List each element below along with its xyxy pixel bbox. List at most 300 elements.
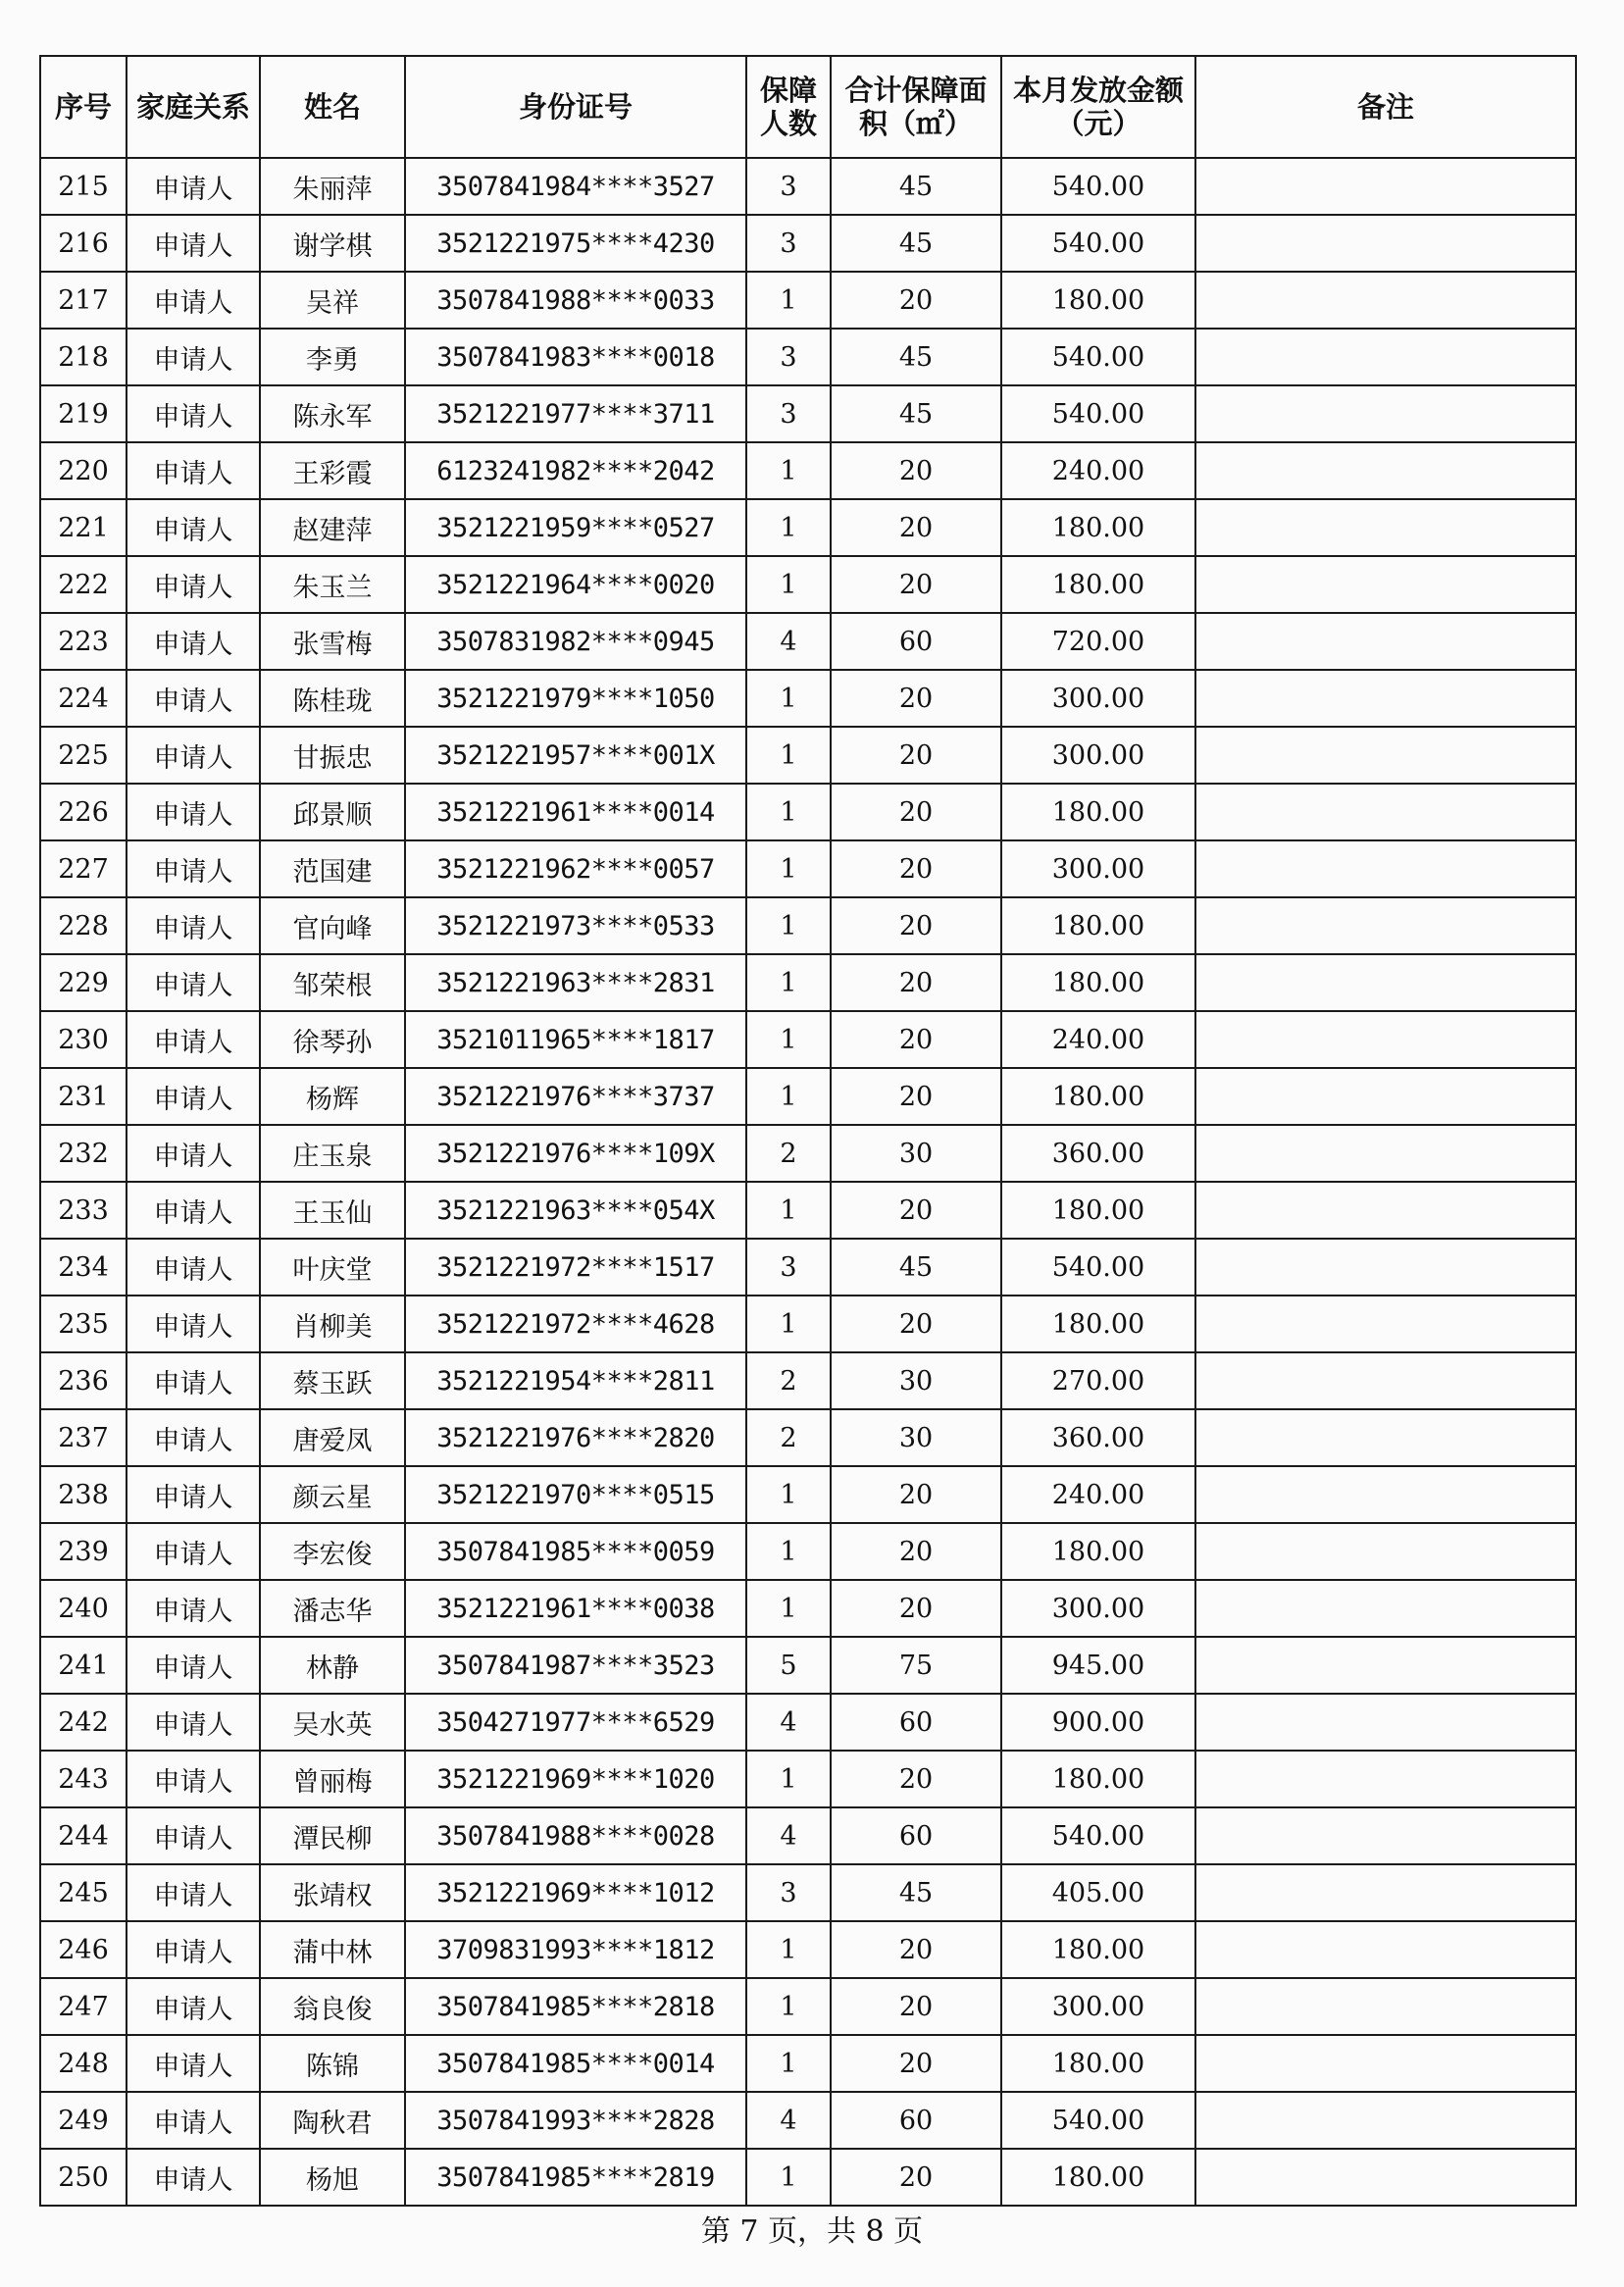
table-row: [40, 2035, 1576, 2092]
cell-persons: 1: [746, 1921, 831, 1978]
cell-relation: 申请人: [127, 1523, 260, 1580]
cell-amount: 945.00: [1001, 1637, 1195, 1694]
cell-relation: 申请人: [127, 897, 260, 954]
header-amount: 本月发放金额（元）: [1001, 56, 1195, 158]
cell-persons: 4: [746, 613, 831, 670]
cell-id-number: 3521221969****1020: [405, 1751, 746, 1807]
cell-remark: [1195, 840, 1576, 897]
cell-persons: 1: [746, 727, 831, 784]
cell-relation: 申请人: [127, 1921, 260, 1978]
cell-amount: 540.00: [1001, 158, 1195, 215]
cell-relation: 申请人: [127, 1637, 260, 1694]
cell-name: 潭民柳: [260, 1807, 405, 1864]
cell-area: 20: [831, 897, 1001, 954]
cell-id-number: 3521011965****1817: [405, 1011, 746, 1068]
cell-remark: [1195, 1125, 1576, 1182]
cell-area: 20: [831, 670, 1001, 727]
cell-remark: [1195, 670, 1576, 727]
cell-name: 赵建萍: [260, 499, 405, 556]
cell-name: 邱景顺: [260, 784, 405, 840]
cell-remark: [1195, 1921, 1576, 1978]
table-row: [40, 1296, 1576, 1352]
cell-amount: 180.00: [1001, 1068, 1195, 1125]
cell-area: 45: [831, 215, 1001, 272]
cell-id-number: 3507841983****0018: [405, 329, 746, 385]
header-seq: 序号: [40, 56, 127, 158]
cell-area: 20: [831, 727, 1001, 784]
cell-persons: 1: [746, 1466, 831, 1523]
cell-id-number: 3521221976****109X: [405, 1125, 746, 1182]
cell-amount: 180.00: [1001, 1523, 1195, 1580]
cell-relation: 申请人: [127, 1694, 260, 1751]
cell-seq: 217: [40, 272, 127, 329]
cell-name: 李宏俊: [260, 1523, 405, 1580]
cell-area: 20: [831, 556, 1001, 613]
cell-relation: 申请人: [127, 1466, 260, 1523]
cell-seq: 215: [40, 158, 127, 215]
table-row: [40, 613, 1576, 670]
cell-remark: [1195, 158, 1576, 215]
table-row: [40, 1466, 1576, 1523]
cell-remark: [1195, 1068, 1576, 1125]
cell-name: 邹荣根: [260, 954, 405, 1011]
cell-remark: [1195, 1352, 1576, 1409]
cell-name: 朱丽萍: [260, 158, 405, 215]
cell-area: 45: [831, 158, 1001, 215]
cell-area: 45: [831, 385, 1001, 442]
cell-amount: 300.00: [1001, 670, 1195, 727]
cell-name: 潘志华: [260, 1580, 405, 1637]
cell-seq: 221: [40, 499, 127, 556]
cell-amount: 180.00: [1001, 556, 1195, 613]
table-row: [40, 1182, 1576, 1239]
table-row: [40, 1807, 1576, 1864]
cell-id-number: 3521221962****0057: [405, 840, 746, 897]
table-row: [40, 1352, 1576, 1409]
cell-name: 甘振忠: [260, 727, 405, 784]
cell-relation: 申请人: [127, 840, 260, 897]
cell-amount: 180.00: [1001, 2149, 1195, 2206]
cell-remark: [1195, 2035, 1576, 2092]
cell-area: 60: [831, 2092, 1001, 2149]
cell-amount: 180.00: [1001, 1751, 1195, 1807]
cell-area: 60: [831, 613, 1001, 670]
cell-relation: 申请人: [127, 1352, 260, 1409]
cell-amount: 270.00: [1001, 1352, 1195, 1409]
cell-relation: 申请人: [127, 1068, 260, 1125]
table-row: [40, 442, 1576, 499]
cell-persons: 4: [746, 1807, 831, 1864]
cell-remark: [1195, 499, 1576, 556]
cell-name: 陈桂珑: [260, 670, 405, 727]
table-row: [40, 1864, 1576, 1921]
cell-seq: 242: [40, 1694, 127, 1751]
cell-id-number: 3507841987****3523: [405, 1637, 746, 1694]
cell-persons: 1: [746, 670, 831, 727]
cell-amount: 180.00: [1001, 954, 1195, 1011]
cell-amount: 180.00: [1001, 499, 1195, 556]
cell-id-number: 3521221975****4230: [405, 215, 746, 272]
cell-amount: 540.00: [1001, 1807, 1195, 1864]
cell-name: 蔡玉跃: [260, 1352, 405, 1409]
cell-seq: 249: [40, 2092, 127, 2149]
cell-persons: 1: [746, 272, 831, 329]
table-row: [40, 1239, 1576, 1296]
cell-seq: 231: [40, 1068, 127, 1125]
table-row: [40, 499, 1576, 556]
cell-name: 张靖权: [260, 1864, 405, 1921]
cell-amount: 300.00: [1001, 1978, 1195, 2035]
cell-persons: 1: [746, 784, 831, 840]
cell-amount: 300.00: [1001, 1580, 1195, 1637]
cell-area: 60: [831, 1694, 1001, 1751]
cell-persons: 1: [746, 2035, 831, 2092]
header-remark: 备注: [1195, 56, 1576, 158]
cell-remark: [1195, 897, 1576, 954]
cell-remark: [1195, 1751, 1576, 1807]
cell-id-number: 3521221979****1050: [405, 670, 746, 727]
cell-remark: [1195, 2149, 1576, 2206]
cell-id-number: 3521221973****0533: [405, 897, 746, 954]
cell-persons: 1: [746, 556, 831, 613]
cell-amount: 180.00: [1001, 784, 1195, 840]
cell-amount: 900.00: [1001, 1694, 1195, 1751]
cell-seq: 234: [40, 1239, 127, 1296]
cell-persons: 3: [746, 215, 831, 272]
cell-seq: 243: [40, 1751, 127, 1807]
cell-persons: 1: [746, 2149, 831, 2206]
cell-relation: 申请人: [127, 1409, 260, 1466]
header-id: 身份证号: [405, 56, 746, 158]
cell-relation: 申请人: [127, 2149, 260, 2206]
cell-amount: 540.00: [1001, 1239, 1195, 1296]
cell-id-number: 3507831982****0945: [405, 613, 746, 670]
cell-relation: 申请人: [127, 954, 260, 1011]
cell-amount: 405.00: [1001, 1864, 1195, 1921]
cell-relation: 申请人: [127, 215, 260, 272]
cell-seq: 232: [40, 1125, 127, 1182]
cell-area: 45: [831, 1864, 1001, 1921]
cell-remark: [1195, 215, 1576, 272]
cell-area: 20: [831, 954, 1001, 1011]
cell-seq: 239: [40, 1523, 127, 1580]
header-row: [40, 56, 1576, 158]
cell-relation: 申请人: [127, 329, 260, 385]
cell-area: 20: [831, 1466, 1001, 1523]
cell-relation: 申请人: [127, 158, 260, 215]
cell-amount: 180.00: [1001, 1182, 1195, 1239]
cell-area: 30: [831, 1125, 1001, 1182]
cell-name: 杨旭: [260, 2149, 405, 2206]
cell-amount: 180.00: [1001, 2035, 1195, 2092]
cell-area: 20: [831, 840, 1001, 897]
cell-persons: 3: [746, 1239, 831, 1296]
cell-area: 20: [831, 442, 1001, 499]
cell-remark: [1195, 1523, 1576, 1580]
cell-relation: 申请人: [127, 613, 260, 670]
cell-seq: 230: [40, 1011, 127, 1068]
cell-relation: 申请人: [127, 2035, 260, 2092]
table-row: [40, 1125, 1576, 1182]
cell-persons: 4: [746, 1694, 831, 1751]
cell-seq: 223: [40, 613, 127, 670]
cell-relation: 申请人: [127, 1978, 260, 2035]
cell-seq: 233: [40, 1182, 127, 1239]
cell-remark: [1195, 1466, 1576, 1523]
cell-id-number: 3521221976****3737: [405, 1068, 746, 1125]
table-row: [40, 1751, 1576, 1807]
cell-persons: 2: [746, 1409, 831, 1466]
cell-seq: 222: [40, 556, 127, 613]
cell-persons: 1: [746, 840, 831, 897]
cell-remark: [1195, 1694, 1576, 1751]
cell-persons: 1: [746, 1580, 831, 1637]
cell-seq: 216: [40, 215, 127, 272]
cell-id-number: 3507841993****2828: [405, 2092, 746, 2149]
cell-amount: 540.00: [1001, 329, 1195, 385]
cell-amount: 540.00: [1001, 385, 1195, 442]
cell-seq: 244: [40, 1807, 127, 1864]
table-row: [40, 1580, 1576, 1637]
table-row: [40, 215, 1576, 272]
cell-seq: 229: [40, 954, 127, 1011]
cell-seq: 219: [40, 385, 127, 442]
cell-id-number: 3507841984****3527: [405, 158, 746, 215]
cell-name: 谢学棋: [260, 215, 405, 272]
cell-seq: 225: [40, 727, 127, 784]
table-row: [40, 954, 1576, 1011]
table-row: [40, 1409, 1576, 1466]
table-row: [40, 272, 1576, 329]
cell-persons: 3: [746, 385, 831, 442]
cell-persons: 2: [746, 1125, 831, 1182]
cell-seq: 245: [40, 1864, 127, 1921]
cell-area: 60: [831, 1807, 1001, 1864]
cell-persons: 3: [746, 329, 831, 385]
cell-remark: [1195, 1409, 1576, 1466]
cell-seq: 240: [40, 1580, 127, 1637]
cell-name: 唐爱凤: [260, 1409, 405, 1466]
cell-area: 20: [831, 784, 1001, 840]
cell-persons: 1: [746, 1523, 831, 1580]
cell-id-number: 3521221964****0020: [405, 556, 746, 613]
cell-area: 20: [831, 1523, 1001, 1580]
header-area: 合计保障面积（㎡）: [831, 56, 1001, 158]
table-row: [40, 840, 1576, 897]
cell-name: 张雪梅: [260, 613, 405, 670]
cell-seq: 224: [40, 670, 127, 727]
cell-name: 陈锦: [260, 2035, 405, 2092]
cell-remark: [1195, 329, 1576, 385]
cell-amount: 180.00: [1001, 272, 1195, 329]
cell-area: 45: [831, 1239, 1001, 1296]
cell-seq: 250: [40, 2149, 127, 2206]
cell-name: 陶秋君: [260, 2092, 405, 2149]
table-row: [40, 385, 1576, 442]
cell-id-number: 3521221977****3711: [405, 385, 746, 442]
cell-relation: 申请人: [127, 1125, 260, 1182]
cell-name: 王玉仙: [260, 1182, 405, 1239]
cell-amount: 720.00: [1001, 613, 1195, 670]
cell-amount: 360.00: [1001, 1125, 1195, 1182]
table-row: [40, 1011, 1576, 1068]
cell-id-number: 3521221961****0014: [405, 784, 746, 840]
cell-persons: 1: [746, 954, 831, 1011]
table-row: [40, 727, 1576, 784]
cell-area: 20: [831, 1751, 1001, 1807]
cell-seq: 246: [40, 1921, 127, 1978]
cell-persons: 1: [746, 1296, 831, 1352]
cell-id-number: 3507841988****0033: [405, 272, 746, 329]
cell-persons: 1: [746, 1068, 831, 1125]
page-footer: 第 7 页，共 8 页: [700, 2214, 924, 2249]
cell-persons: 3: [746, 158, 831, 215]
cell-persons: 1: [746, 1011, 831, 1068]
cell-amount: 300.00: [1001, 727, 1195, 784]
cell-persons: 1: [746, 1182, 831, 1239]
cell-id-number: 3521221976****2820: [405, 1409, 746, 1466]
cell-name: 李勇: [260, 329, 405, 385]
cell-amount: 240.00: [1001, 442, 1195, 499]
cell-amount: 300.00: [1001, 840, 1195, 897]
cell-persons: 3: [746, 1864, 831, 1921]
cell-remark: [1195, 1296, 1576, 1352]
cell-persons: 1: [746, 499, 831, 556]
table-row: [40, 1637, 1576, 1694]
cell-remark: [1195, 954, 1576, 1011]
cell-remark: [1195, 784, 1576, 840]
cell-relation: 申请人: [127, 1580, 260, 1637]
cell-area: 75: [831, 1637, 1001, 1694]
cell-name: 杨辉: [260, 1068, 405, 1125]
cell-seq: 238: [40, 1466, 127, 1523]
cell-remark: [1195, 1580, 1576, 1637]
cell-seq: 235: [40, 1296, 127, 1352]
cell-id-number: 3507841988****0028: [405, 1807, 746, 1864]
cell-remark: [1195, 442, 1576, 499]
cell-name: 蒲中林: [260, 1921, 405, 1978]
cell-relation: 申请人: [127, 670, 260, 727]
cell-relation: 申请人: [127, 727, 260, 784]
cell-area: 20: [831, 2035, 1001, 2092]
header-name: 姓名: [260, 56, 405, 158]
cell-id-number: 3521221954****2811: [405, 1352, 746, 1409]
cell-area: 30: [831, 1409, 1001, 1466]
table-row: [40, 670, 1576, 727]
cell-relation: 申请人: [127, 1239, 260, 1296]
cell-area: 30: [831, 1352, 1001, 1409]
cell-persons: 4: [746, 2092, 831, 2149]
table-row: [40, 1523, 1576, 1580]
cell-remark: [1195, 272, 1576, 329]
cell-remark: [1195, 1637, 1576, 1694]
cell-persons: 1: [746, 897, 831, 954]
cell-id-number: 3521221957****001X: [405, 727, 746, 784]
cell-seq: 248: [40, 2035, 127, 2092]
table-row: [40, 1068, 1576, 1125]
cell-id-number: 3521221969****1012: [405, 1864, 746, 1921]
cell-name: 吴祥: [260, 272, 405, 329]
table-row: [40, 2149, 1576, 2206]
table-row: [40, 158, 1576, 215]
cell-area: 20: [831, 2149, 1001, 2206]
cell-amount: 180.00: [1001, 897, 1195, 954]
cell-seq: 226: [40, 784, 127, 840]
cell-relation: 申请人: [127, 1182, 260, 1239]
cell-relation: 申请人: [127, 1011, 260, 1068]
cell-area: 20: [831, 272, 1001, 329]
cell-name: 官向峰: [260, 897, 405, 954]
cell-relation: 申请人: [127, 442, 260, 499]
cell-name: 朱玉兰: [260, 556, 405, 613]
cell-amount: 540.00: [1001, 2092, 1195, 2149]
cell-remark: [1195, 385, 1576, 442]
cell-remark: [1195, 1807, 1576, 1864]
cell-relation: 申请人: [127, 784, 260, 840]
cell-persons: 1: [746, 1978, 831, 2035]
cell-name: 庄玉泉: [260, 1125, 405, 1182]
header-relation: 家庭关系: [127, 56, 260, 158]
cell-remark: [1195, 556, 1576, 613]
cell-amount: 180.00: [1001, 1921, 1195, 1978]
cell-name: 王彩霞: [260, 442, 405, 499]
cell-relation: 申请人: [127, 1807, 260, 1864]
cell-area: 20: [831, 1068, 1001, 1125]
cell-seq: 228: [40, 897, 127, 954]
cell-seq: 218: [40, 329, 127, 385]
cell-id-number: 3521221972****4628: [405, 1296, 746, 1352]
cell-seq: 236: [40, 1352, 127, 1409]
cell-area: 20: [831, 1182, 1001, 1239]
cell-amount: 240.00: [1001, 1011, 1195, 1068]
table-row: [40, 1978, 1576, 2035]
cell-persons: 1: [746, 1751, 831, 1807]
cell-remark: [1195, 1978, 1576, 2035]
cell-id-number: 3521221963****2831: [405, 954, 746, 1011]
cell-name: 吴水英: [260, 1694, 405, 1751]
cell-relation: 申请人: [127, 272, 260, 329]
table-row: [40, 784, 1576, 840]
cell-seq: 220: [40, 442, 127, 499]
cell-relation: 申请人: [127, 1751, 260, 1807]
cell-id-number: 3507841985****0059: [405, 1523, 746, 1580]
cell-name: 曾丽梅: [260, 1751, 405, 1807]
cell-relation: 申请人: [127, 385, 260, 442]
cell-area: 20: [831, 499, 1001, 556]
cell-seq: 247: [40, 1978, 127, 2035]
cell-id-number: 3521221961****0038: [405, 1580, 746, 1637]
cell-area: 20: [831, 1978, 1001, 2035]
cell-name: 肖柳美: [260, 1296, 405, 1352]
cell-id-number: 3504271977****6529: [405, 1694, 746, 1751]
cell-persons: 5: [746, 1637, 831, 1694]
cell-name: 林静: [260, 1637, 405, 1694]
cell-id-number: 3521221972****1517: [405, 1239, 746, 1296]
cell-relation: 申请人: [127, 1296, 260, 1352]
roster-sheet: [39, 55, 1575, 2196]
cell-id-number: 3507841985****2819: [405, 2149, 746, 2206]
cell-seq: 237: [40, 1409, 127, 1466]
cell-name: 陈永军: [260, 385, 405, 442]
cell-name: 叶庆堂: [260, 1239, 405, 1296]
table-row: [40, 897, 1576, 954]
cell-name: 颜云星: [260, 1466, 405, 1523]
cell-id-number: 3521221959****0527: [405, 499, 746, 556]
subsidy-table: [39, 55, 1577, 2207]
cell-name: 徐琴孙: [260, 1011, 405, 1068]
cell-amount: 360.00: [1001, 1409, 1195, 1466]
cell-id-number: 3709831993****1812: [405, 1921, 746, 1978]
